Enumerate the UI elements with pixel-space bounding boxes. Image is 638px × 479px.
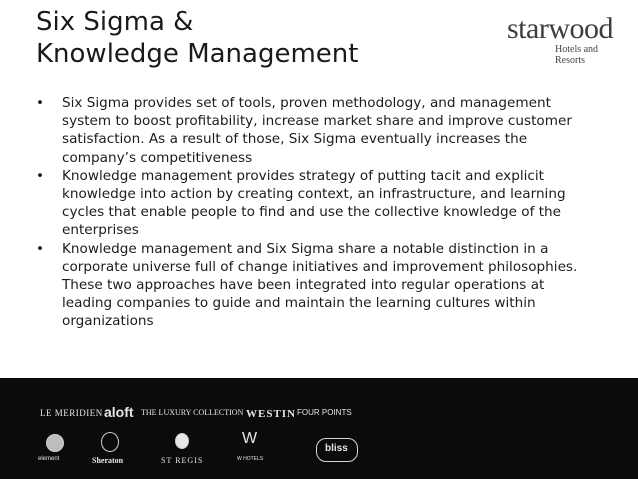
logo-wordmark: starwood	[507, 12, 613, 45]
bullet-marker: •	[36, 167, 45, 184]
brand-bliss-label: bliss	[325, 443, 348, 454]
logo-subtitle-line-2: Resorts	[555, 55, 585, 66]
sheraton-logo-icon	[101, 432, 119, 452]
w-hotels-logo-icon: W	[242, 430, 258, 447]
brand-luxury-collection-logo: THE LUXURY COLLECTION	[141, 408, 244, 417]
brand-aloft-logo: aloft	[104, 404, 134, 420]
title-line-1: Six Sigma &	[36, 7, 194, 37]
logo-subtitle-line-1: Hotels and	[555, 44, 599, 55]
st-regis-logo-icon	[175, 433, 189, 449]
brand-le-meridien-logo: LE MERIDIEN	[40, 408, 103, 418]
bullet-text: Knowledge management provides strategy of putting tacit and explicit knowledge into action by creating context, an infrastructure, and learning cycles that enable people to find and use the collective knowledge of the enterprises	[62, 167, 566, 239]
bullet-text: Six Sigma provides set of tools, proven methodology, and management system to boost profitability, increase market share and improve customer satisfaction. As a result of those, Six Sigma eventually increases the company’s competitiveness	[62, 95, 572, 166]
bullet-marker: •	[36, 240, 45, 257]
element-logo-icon	[46, 434, 64, 452]
slide-title	[36, 6, 358, 70]
bullet-item	[36, 94, 596, 167]
brand-w-hotels-label: W HOTELS	[237, 456, 264, 462]
bullet-item	[36, 240, 596, 331]
bullet-item	[36, 167, 596, 240]
bullet-marker: •	[36, 95, 45, 111]
brand-four-points-logo: FOUR POINTS	[297, 408, 352, 417]
bullet-list	[36, 94, 596, 331]
brand-logo-band	[0, 378, 638, 479]
brand-element-label: element	[38, 456, 60, 462]
brand-st-regis-label: ST REGIS	[161, 456, 204, 465]
brand-westin-logo: WESTIN	[246, 408, 297, 420]
title-line-2: Knowledge Management	[36, 39, 359, 69]
brand-sheraton-label: Sheraton	[92, 456, 124, 465]
starwood-logo	[507, 14, 632, 68]
bullet-text: Knowledge management and Six Sigma share a notable distinction in a corporate universe full of change initiatives and improvement philosophies. These two approaches have been integrated into regular operations at leading companies to guide and maintain the learning cultures within organizations	[62, 240, 578, 330]
